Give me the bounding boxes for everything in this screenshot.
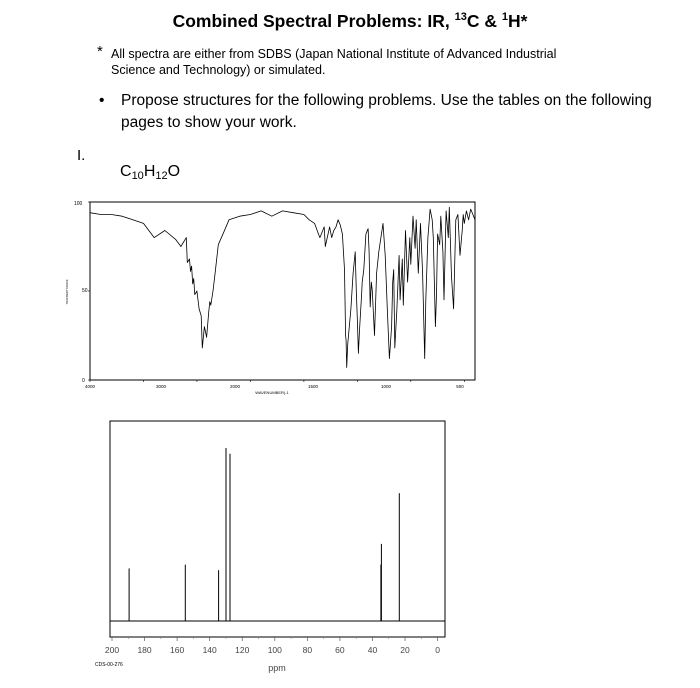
nmr-x-axis-label: ppm: [268, 663, 286, 673]
nmr-footer-label: CDS-00-276: [95, 662, 123, 668]
ir-y-tick: 100: [74, 201, 83, 207]
nmr-x-tick: 60: [335, 645, 345, 655]
ir-y-tick: 0: [82, 378, 85, 384]
nmr-x-tick: 200: [104, 645, 120, 655]
ir-x-axis-label: WAVENUMBER(-1: [255, 390, 289, 395]
ir-x-tick: 1000: [380, 384, 392, 389]
ir-x-tick: 4000: [84, 384, 96, 389]
nmr-x-tick: 140: [202, 645, 217, 655]
ir-spectrum-chart: [60, 196, 485, 398]
nmr-x-tick: 100: [267, 645, 282, 655]
page-title: Combined Spectral Problems: IR, $^{13}$C & $^1$H*: [172, 11, 528, 31]
ir-x-tick: 3000: [155, 384, 167, 389]
nmr-x-tick: 40: [367, 645, 378, 655]
instruction-bullet: [99, 90, 659, 134]
ir-y-tick: 50: [82, 288, 88, 294]
molecular-formula: $C_{10}H_{12}O$: [120, 163, 181, 182]
problem-number: I.: [77, 147, 86, 164]
nmr-x-tick: 160: [170, 645, 185, 655]
nmr-frame: [110, 421, 445, 637]
nmr-x-tick: 80: [302, 645, 313, 655]
ir-y-axis-label: TRANSMITTANCE: [65, 279, 69, 305]
nmr-x-tick: 120: [235, 645, 250, 655]
asterisk: *: [97, 43, 103, 60]
source-note: [97, 43, 571, 78]
bullet-icon: •: [99, 92, 105, 109]
ir-x-tick: 2000: [229, 384, 241, 389]
nmr-x-tick: 0: [435, 645, 440, 655]
ir-x-tick: 500: [456, 384, 464, 389]
instruction-text: Propose structures for the following problems. Use the tables on the following pages to show your work.: [121, 92, 652, 131]
ir-x-tick: 1500: [307, 384, 319, 389]
source-note-text: All spectra are either from SDBS (Japan National Institute of Advanced Industrial Science and Technology) or simulated.: [111, 47, 557, 77]
nmr-x-tick: 180: [137, 645, 152, 655]
nmr-x-tick: 20: [400, 645, 410, 655]
ir-trace: [90, 207, 475, 367]
c13-nmr-chart: [95, 418, 460, 676]
